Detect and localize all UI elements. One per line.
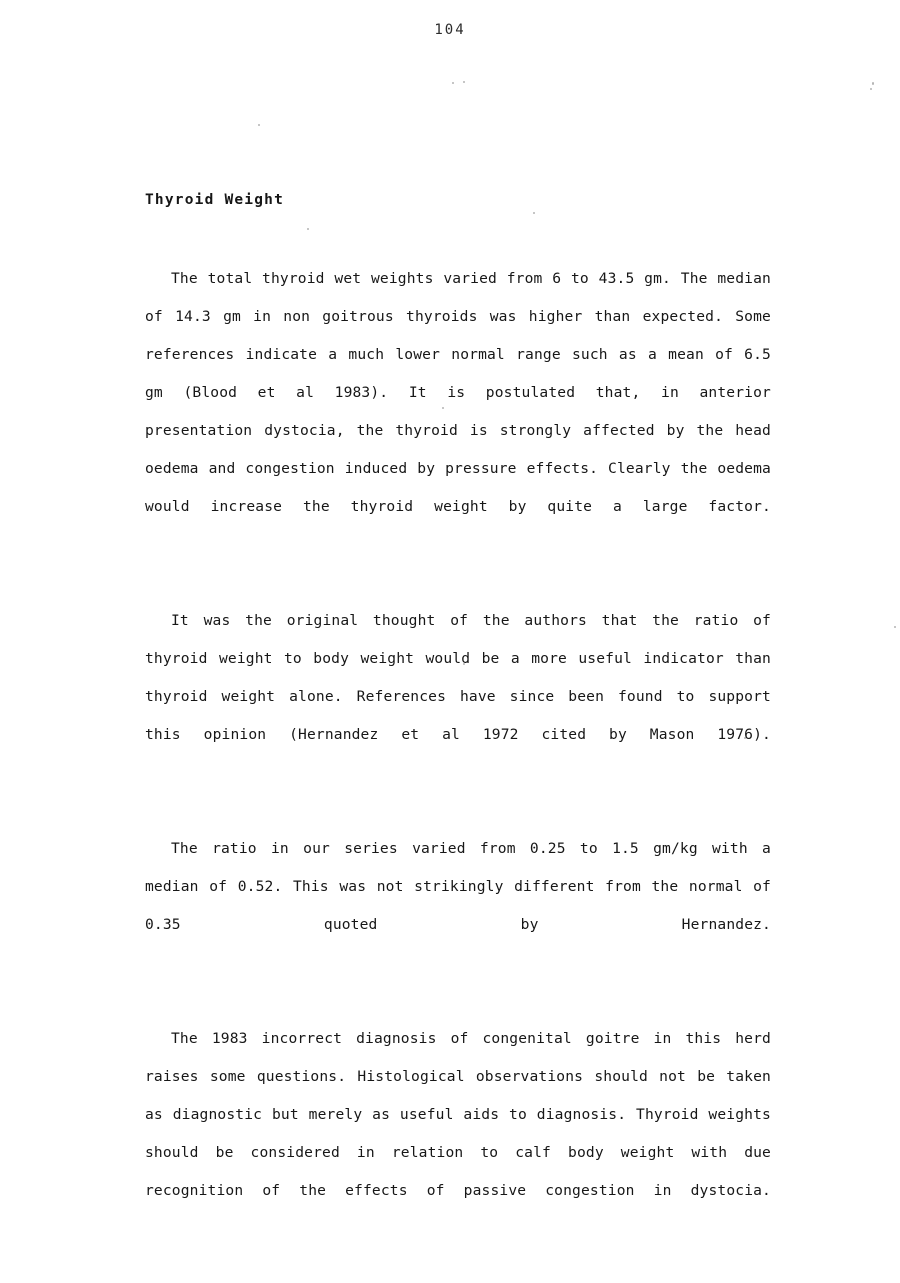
- scan-speckle: [463, 81, 465, 83]
- body-text-block: [145, 190, 771, 1248]
- spacer: [145, 564, 771, 602]
- paragraph-2: It was the original thought of the authors that the ratio of thyroid weight to body weight would be a more useful indicator than thyroid weight alone. References have since been found to support this opinion (Hernandez et al 1972 cited by Mason 1976).: [145, 612, 771, 743]
- page-number: 104: [434, 22, 466, 38]
- scan-speckle: [872, 82, 874, 85]
- paragraph-3: The ratio in our series varied from 0.25 to 1.5 gm/kg with a median of 0.52. This was not strikingly different from the normal of 0.35 quoted by Hernandez.: [145, 840, 771, 933]
- section-heading: Thyroid Weight: [145, 192, 285, 208]
- paragraph-4: The 1983 incorrect diagnosis of congenital goitre in this herd raises some questions. Histological observations should not be taken as diagnostic but merely as useful aids to diagnosis. Thyroid weights should be considered in relation to calf body weight with due recognition of the effects of passive congestion in dystocia.: [145, 1030, 771, 1199]
- spacer: [145, 982, 771, 1020]
- paragraph-1: The total thyroid wet weights varied from 6 to 43.5 gm. The median of 14.3 gm in non goitrous thyroids was higher than expected. Some references indicate a much lower normal range such as a mean of 6.5 gm (Blood et al 1983). It is postulated that, in anterior presentation dystocia, the thyroid is strongly affected by the head oedema and congestion induced by pressure effects. Clearly the oedema would increase the thyroid weight by quite a large factor.: [145, 270, 771, 515]
- spacer: [145, 792, 771, 830]
- scan-speckle: [870, 88, 872, 90]
- spacer: [145, 210, 771, 260]
- scan-speckle: [258, 124, 260, 126]
- scan-speckle: [894, 626, 896, 628]
- scan-speckle: [452, 82, 454, 84]
